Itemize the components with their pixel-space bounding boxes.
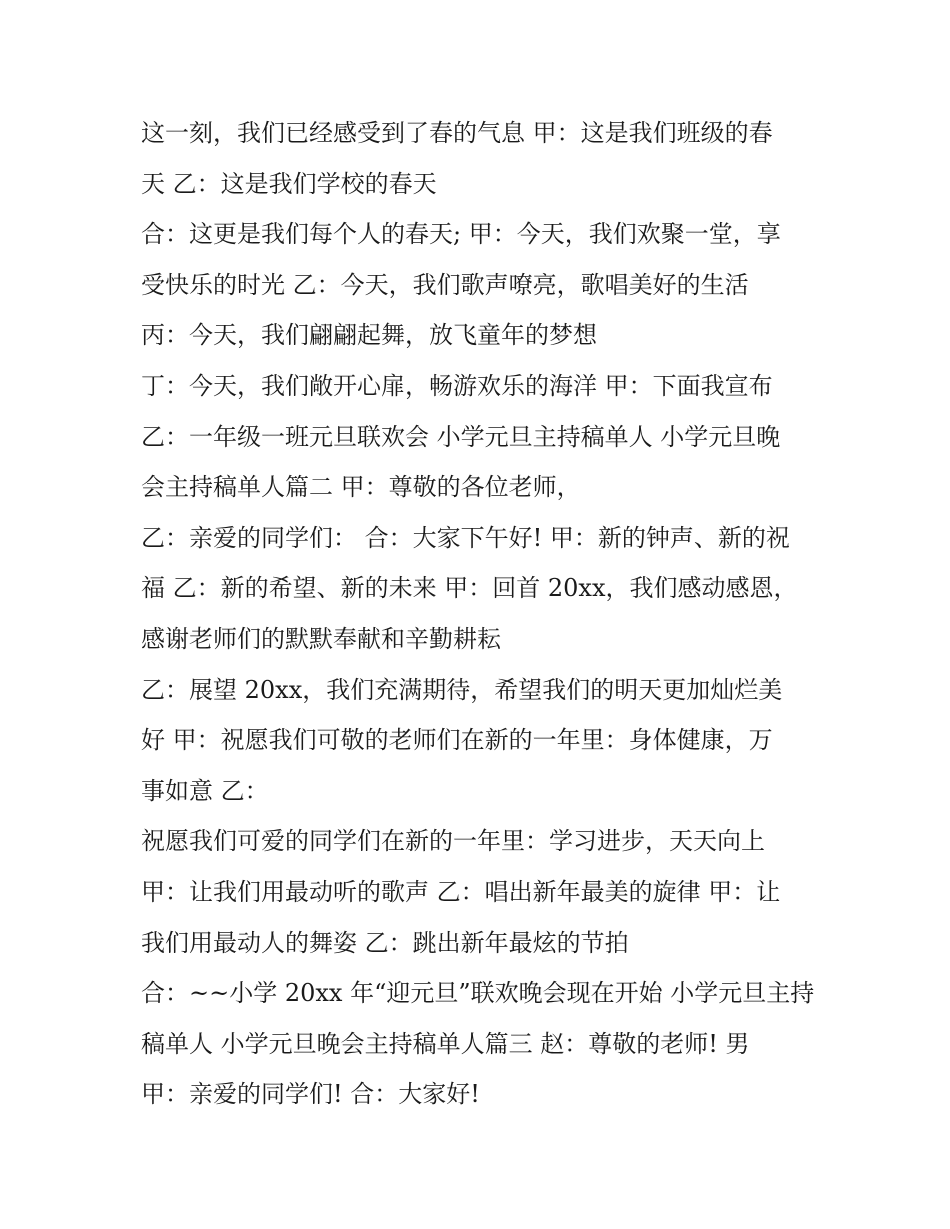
- text-line: 祝愿我们可爱的同学们在新的一年里：学习进步，天天向上: [141, 827, 765, 856]
- text-line: 这一刻，我们已经感受到了春的气息 甲：这是我们班级的春: [141, 119, 773, 147]
- text-line: 我们用最动人的舞姿 乙：跳出新年最炫的节拍: [141, 928, 629, 957]
- text-line: 事如意 乙：: [141, 776, 269, 805]
- text-line: 合：这更是我们每个人的春天; 甲：今天，我们欢聚一堂，享: [141, 220, 781, 249]
- text-line: 天 乙：这是我们学校的春天: [141, 169, 437, 198]
- text-line: 丙：今天，我们翩翩起舞，放飞童年的梦想: [141, 321, 597, 350]
- text-line: 受快乐的时光 乙：今天，我们歌声嘹亮，歌唱美好的生活: [141, 270, 749, 299]
- text-line: 乙：一年级一班元旦联欢会 小学元旦主持稿单人 小学元旦晚: [141, 422, 781, 451]
- text-line: 感谢老师们的默默奉献和辛勤耕耘: [141, 624, 501, 653]
- text-line: 甲：让我们用最动听的歌声 乙：唱出新年最美的旋律 甲：让: [141, 877, 781, 906]
- text-line: 福 乙：新的希望、新的未来 甲：回首 20xx，我们感动感恩，: [141, 574, 798, 603]
- text-line: 好 甲：祝愿我们可敬的老师们在新的一年里：身体健康，万: [141, 726, 773, 755]
- text-line: 会主持稿单人篇二 甲：尊敬的各位老师，: [141, 473, 581, 502]
- text-line: 乙：亲爱的同学们： 合：大家下午好! 甲：新的钟声、新的祝: [141, 523, 790, 552]
- text-line: 合：~~小学 20xx 年“迎元旦”联欢晚会现在开始 小学元旦主持: [141, 979, 815, 1008]
- text-line: 乙：展望 20xx，我们充满期待，希望我们的明天更加灿烂美: [141, 675, 783, 704]
- text-line: 甲：亲爱的同学们! 合：大家好!: [141, 1080, 480, 1109]
- text-line: 稿单人 小学元旦晚会主持稿单人篇三 赵：尊敬的老师! 男: [141, 1029, 750, 1058]
- text-line: 丁：今天，我们敞开心扉，畅游欢乐的海洋 甲：下面我宣布: [141, 371, 773, 400]
- document-body: [141, 108, 831, 1120]
